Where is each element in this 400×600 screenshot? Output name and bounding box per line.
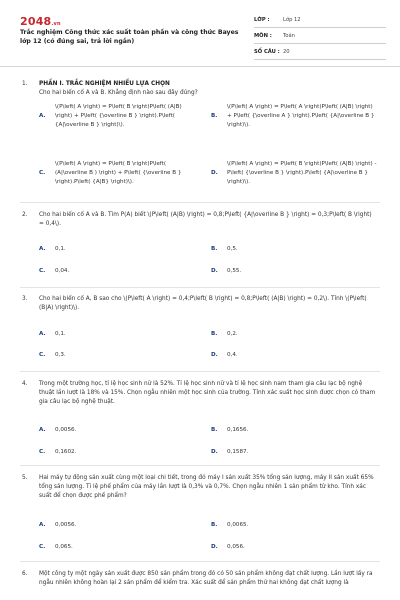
question-number: 2. (22, 212, 28, 218)
option-label: C. (39, 352, 46, 358)
divider (20, 202, 380, 203)
question-text: Một công ty một ngày sản xuất được 850 sản phẩm trong đó có 50 sản phẩm không đạt chất lượng. Lần lượt lấy ra ngẫu nhiên không hoàn lại 2 sản phẩm để kiểm tra. Xác suất để sản phẩm thứ hai không đạt chất lượng là (39, 571, 373, 586)
option-label: B. (211, 331, 218, 337)
option-label: B. (211, 246, 218, 252)
option-label: A. (39, 331, 46, 337)
divider (20, 287, 380, 288)
question-1-text-block (39, 80, 376, 98)
question-number: 1. (22, 81, 28, 87)
option-c[interactable] (39, 267, 189, 277)
option-text: 0,0056. (55, 522, 77, 528)
option-label: D. (211, 268, 218, 274)
option-label: C. (39, 268, 46, 274)
option-text: 0,1656. (227, 427, 249, 433)
option-label: A. (39, 246, 46, 252)
question-5 (0, 474, 400, 504)
option-a[interactable] (39, 330, 189, 340)
option-label: A. (39, 113, 46, 119)
option-text: 0,1602. (55, 449, 77, 455)
option-text: \(P\left( A \right) = P\left( B \right)P\left( (A|B) \right) - P\left( {\overline B } \right).P\left( {A|\overline B } \right)\). (227, 161, 377, 186)
option-a[interactable] (39, 103, 199, 131)
question-2 (0, 211, 400, 231)
option-b[interactable] (211, 521, 361, 531)
option-text: 0,1587. (227, 449, 249, 455)
option-text: 0,55. (227, 268, 242, 274)
option-label: D. (211, 544, 218, 550)
meta-value: Toán (283, 32, 295, 39)
question-1 (0, 80, 400, 100)
document-meta (254, 12, 386, 60)
question-text: Hai máy tự động sản xuất cùng một loại chi tiết, trong đó máy I sản xuất 35% tổng sản lượng, máy II sản xuất 65% tổng sản lượng. Tỉ lệ phế phẩm của máy lần lượt là 0,3% và 0,7%. Chọn ngẫu nhiên 1 sản phẩm từ kho. Tính xác suất để chọn được phế phẩm? (39, 475, 374, 499)
meta-value: Lớp 12 (283, 16, 301, 23)
option-text: 0,1. (55, 246, 66, 252)
option-label: C. (39, 544, 46, 550)
meta-value: 20 (283, 48, 290, 55)
option-label: D. (211, 170, 218, 176)
option-label: C. (39, 449, 46, 455)
question-number: 3. (22, 296, 28, 302)
option-text: 0,04. (55, 268, 70, 274)
option-text: 0,4. (227, 352, 238, 358)
question-4 (0, 380, 400, 410)
section-title: PHẦN I. TRẮC NGHIỆM NHIỀU LỰA CHỌN (39, 81, 170, 87)
site-logo[interactable] (20, 15, 61, 28)
question-text: Cho hai biến cố A, B sao cho \(P\left( A \right) = 0,4;P\left( B \right) = 0,8;P\left( (A|B) \right) = 0,2\). Tính \(P\left( (B|A) \right)\). (39, 296, 367, 311)
question-number: 5. (22, 475, 28, 481)
question-text: Trong một trường học, tỉ lệ học sinh nữ là 52%. Tỉ lệ học sinh nữ và tỉ lệ học sinh nam tham gia câu lạc bộ nghệ thuật lần lượt là 18% và 15%. Chọn ngẫu nhiên một học sinh của trường. Tính xác suất học sinh được chọn có tham gia câu lạc bộ nghệ thuật. (39, 381, 376, 405)
logo-tld: .vn (51, 21, 61, 27)
logo-text: 2048 (20, 15, 52, 28)
meta-row-class (254, 12, 386, 28)
option-text: \(P\left( A \right) = P\left( B \right)P\left( (A|B) \right) + P\left( {\overline B } \right).P\left( {A|\overline B } \right)\). (55, 104, 182, 129)
option-c[interactable] (39, 543, 189, 553)
option-label: C. (39, 170, 46, 176)
option-c[interactable] (39, 160, 199, 188)
option-text: 0,1. (55, 331, 66, 337)
document-header (0, 0, 400, 67)
option-a[interactable] (39, 245, 189, 255)
divider (20, 465, 380, 466)
question-number: 6. (22, 571, 28, 577)
option-text: 0,0065. (227, 522, 249, 528)
question-6 (0, 570, 400, 600)
option-label: B. (211, 522, 218, 528)
option-c[interactable] (39, 351, 189, 361)
meta-row-count (254, 44, 386, 60)
option-d[interactable] (211, 160, 379, 188)
option-label: A. (39, 522, 46, 528)
option-text: 0,056. (227, 544, 245, 550)
option-b[interactable] (211, 103, 379, 131)
meta-row-subject (254, 28, 386, 44)
option-label: B. (211, 427, 218, 433)
option-b[interactable] (211, 330, 361, 340)
option-b[interactable] (211, 426, 361, 436)
option-label: D. (211, 449, 218, 455)
divider (20, 371, 380, 372)
option-d[interactable] (211, 448, 361, 458)
option-b[interactable] (211, 245, 361, 255)
option-a[interactable] (39, 521, 189, 531)
meta-key: SỐ CÂU : (254, 48, 280, 55)
question-text: Cho hai biến cố A và B. Khẳng định nào sau đây đúng? (39, 90, 198, 96)
option-a[interactable] (39, 426, 189, 436)
option-text: \(P\left( A \right) = P\left( B \right)P\left( (A|\overline B ) \right) + P\left( {\overline B } \right).P\left( {A|B} \right)\). (55, 161, 182, 186)
meta-key: MÔN : (254, 32, 272, 39)
option-label: B. (211, 113, 218, 119)
option-d[interactable] (211, 543, 361, 553)
option-text: 0,5. (227, 246, 238, 252)
option-d[interactable] (211, 267, 361, 277)
option-text: 0,3. (55, 352, 66, 358)
option-text: 0,2. (227, 331, 238, 337)
question-number: 4. (22, 381, 28, 387)
question-3 (0, 295, 400, 315)
document-title: Trắc nghiệm Công thức xác suất toàn phần và công thức Bayes lớp 12 (có đúng sai, trả lời ngắn) (20, 29, 239, 45)
option-text: 0,0056. (55, 427, 77, 433)
option-d[interactable] (211, 351, 361, 361)
option-label: A. (39, 427, 46, 433)
option-label: D. (211, 352, 218, 358)
meta-key: LỚP : (254, 16, 270, 23)
divider (20, 561, 380, 562)
option-text: 0,065. (55, 544, 73, 550)
option-c[interactable] (39, 448, 189, 458)
option-text: \(P\left( A \right) = P\left( A \right)P\left( (A|B) \right) + P\left( {\overline A } \right).P\left( {A|\overline B } \right)\). (227, 104, 375, 129)
question-text: Cho hai biến cố A và B. Tìm P(A) biết \(P\left( (A|B) \right) = 0,8;P\left( {A|\overline B } \right) = 0,3;P\left( B \right) = 0,4\). (39, 212, 372, 227)
